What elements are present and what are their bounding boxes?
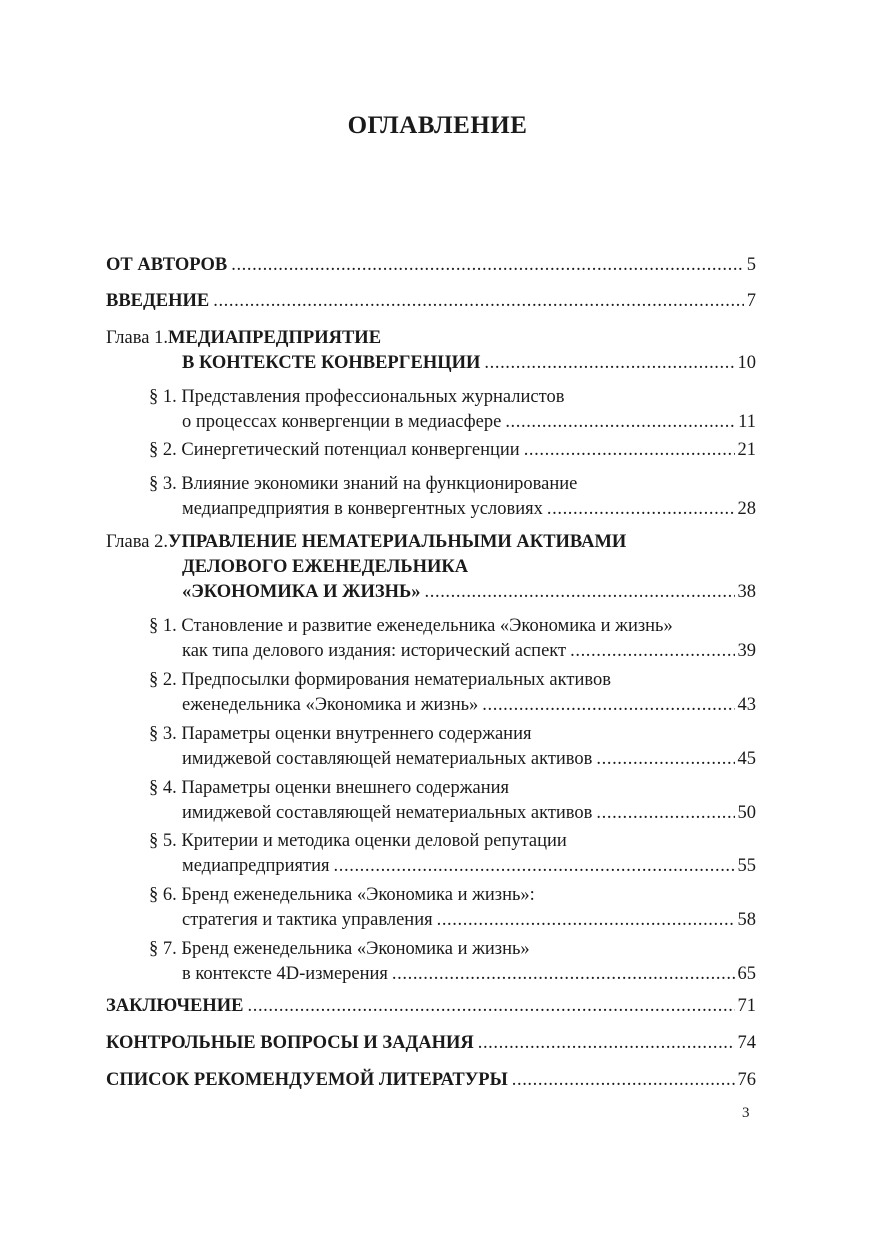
dot-leader (512, 1068, 735, 1093)
section-title-line: имиджевой составляющей нематериальных активов (182, 749, 593, 769)
section-title-line: § 4. Параметры оценки внешнего содержания (149, 778, 510, 798)
toc-entry-ch2-section-6[interactable] (149, 883, 756, 933)
toc-page-number: 45 (737, 749, 756, 769)
toc-page-number: 38 (737, 582, 756, 602)
toc-entry-introduction[interactable] (106, 289, 756, 314)
toc-page-number: 7 (746, 291, 756, 311)
toc-page-number: 76 (737, 1070, 756, 1090)
toc-entry-ch2-section-7[interactable] (149, 937, 756, 987)
section-title-line: о процессах конвергенции в медиасфере (182, 412, 502, 432)
section-title-line: стратегия и тактика управления (182, 910, 433, 930)
toc-page-number: 50 (737, 803, 756, 823)
toc-entry-ch2-section-5[interactable] (149, 829, 756, 879)
toc-entry-label: ОТ АВТОРОВ (106, 255, 228, 275)
toc-page-number: 5 (746, 255, 756, 275)
toc-entry-ch1-section-2[interactable] (149, 438, 756, 463)
toc-page-number: 28 (737, 499, 756, 519)
dot-leader (437, 908, 735, 933)
section-title-line: медиапредприятия в конвергентных условиях (182, 499, 543, 519)
section-title-line: § 7. Бренд еженедельника «Экономика и жизнь» (149, 939, 530, 959)
toc-entry-chapter-1[interactable] (106, 326, 756, 376)
chapter-title-line: УПРАВЛЕНИЕ НЕМАТЕРИАЛЬНЫМИ АКТИВАМИ (167, 532, 627, 552)
toc-page-number: 43 (737, 695, 756, 715)
toc-entry-questions[interactable] (106, 1031, 756, 1056)
toc-page-number: 55 (737, 856, 756, 876)
toc-page-number: 65 (737, 964, 756, 984)
toc-entry-ch1-section-3[interactable] (149, 472, 756, 522)
dot-leader (231, 253, 744, 278)
dot-leader (547, 497, 735, 522)
toc-entry-chapter-2[interactable] (106, 530, 756, 605)
page-title: ОГЛАВЛЕНИЕ (347, 112, 528, 139)
dot-leader (248, 994, 735, 1019)
section-title-line: § 3. Параметры оценки внутреннего содержания (149, 724, 532, 744)
toc-page-number: 39 (737, 641, 756, 661)
dot-leader (482, 693, 734, 718)
section-title-line: имиджевой составляющей нематериальных активов (182, 803, 593, 823)
section-title-line: как типа делового издания: исторический аспект (182, 641, 567, 661)
dot-leader (213, 289, 744, 314)
section-title-line: § 5. Критерии и методика оценки деловой репутации (149, 831, 567, 851)
toc-page-number: 10 (737, 353, 756, 373)
dot-leader (570, 639, 734, 664)
toc-entry-literature[interactable] (106, 1068, 756, 1093)
section-title-line: еженедельника «Экономика и жизнь» (182, 695, 479, 715)
toc-entry-label: КОНТРОЛЬНЫЕ ВОПРОСЫ И ЗАДАНИЯ (106, 1033, 474, 1053)
section-title-line: § 1. Становление и развитие еженедельника «Экономика и жизнь» (149, 616, 673, 636)
chapter-title-line: «ЭКОНОМИКА И ЖИЗНЬ» (182, 582, 421, 602)
dot-leader (478, 1031, 735, 1056)
section-title-line: § 6. Бренд еженедельника «Экономика и жизнь»: (149, 885, 535, 905)
dot-leader (484, 351, 734, 376)
dot-leader (505, 410, 735, 435)
toc-entry-ch1-section-1[interactable] (149, 385, 756, 435)
dot-leader (596, 747, 734, 772)
toc-entry-ch2-section-4[interactable] (149, 776, 756, 826)
toc-entry-from-authors[interactable] (106, 253, 756, 278)
section-title-line: в контексте 4D-измерения (182, 964, 388, 984)
toc-entry-ch2-section-2[interactable] (149, 668, 756, 718)
chapter-title-line: В КОНТЕКСТЕ КОНВЕРГЕНЦИИ (182, 353, 481, 373)
toc-entry-ch2-section-3[interactable] (149, 722, 756, 772)
chapter-title-line: МЕДИАПРЕДПРИЯТИЕ (167, 328, 382, 348)
dot-leader (596, 801, 734, 826)
section-title-line: § 2. Предпосылки формирования нематериальных активов (149, 670, 611, 690)
dot-leader (524, 438, 735, 463)
toc-page-number: 58 (737, 910, 756, 930)
section-title-line: § 1. Представления профессиональных журналистов (149, 387, 565, 407)
chapter-prefix: Глава 2. (106, 532, 168, 552)
section-title-line: § 3. Влияние экономики знаний на функционирование (149, 474, 578, 494)
toc-page-number: 71 (737, 996, 756, 1016)
toc-entry-label: ВВЕДЕНИЕ (106, 291, 210, 311)
toc-entry-label: СПИСОК РЕКОМЕНДУЕМОЙ ЛИТЕРАТУРЫ (106, 1070, 508, 1090)
toc-entry-ch2-section-1[interactable] (149, 614, 756, 664)
chapter-title-line: ДЕЛОВОГО ЕЖЕНЕДЕЛЬНИКА (182, 557, 469, 577)
toc-page-number: 11 (738, 412, 756, 432)
toc-page-number: 21 (737, 440, 756, 460)
section-title-line: медиапредприятия (182, 856, 330, 876)
section-title-line: § 2. Синергетический потенциал конвергенции (149, 440, 520, 460)
dot-leader (392, 962, 735, 987)
chapter-prefix: Глава 1. (106, 328, 168, 348)
toc-page-number: 74 (737, 1033, 756, 1053)
toc-entry-conclusion[interactable] (106, 994, 756, 1019)
page-number: 3 (742, 1105, 750, 1121)
dot-leader (425, 580, 735, 605)
toc-entry-label: ЗАКЛЮЧЕНИЕ (106, 996, 244, 1016)
dot-leader (334, 854, 735, 879)
